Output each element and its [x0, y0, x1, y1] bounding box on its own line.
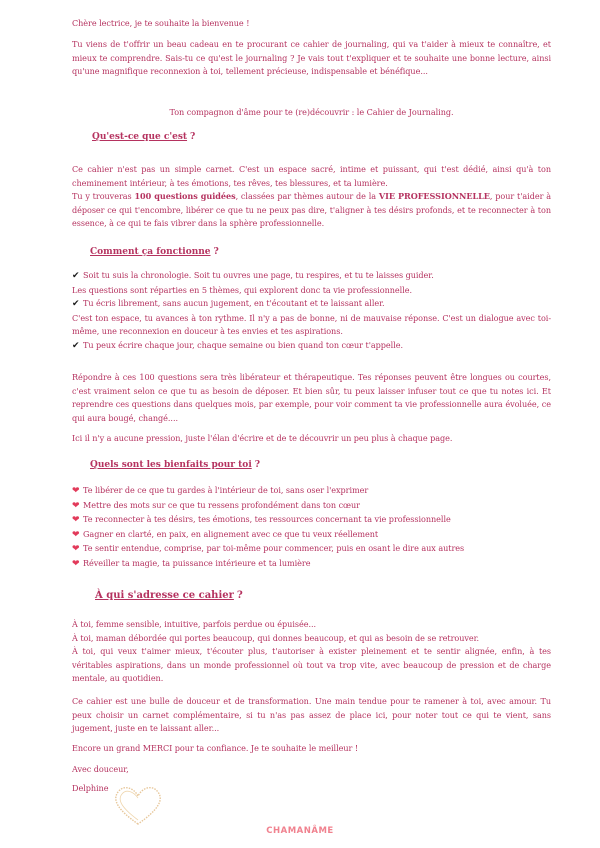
- list-item: [72, 499, 551, 514]
- list-item-text: Te reconnecter à tes désirs, tes émotions, tes ressources concernant ta vie professionnelle: [83, 514, 451, 525]
- heart-icon: ❤: [72, 500, 80, 511]
- heading-question-mark: ?: [254, 460, 261, 470]
- tagline: Ton compagnon d'âme pour te (re)découvrir : le Cahier de Journaling.: [169, 107, 454, 117]
- section4-paragraph: Ce cahier est une bulle de douceur et de transformation. Une main tendue pour te ramener à toi, avec amour. Tu peux choisir un carnet complémentaire, si tu n'as pas assez de place ici, pour noter tout ce qui te vient, sans jugement, juste en te laissant aller...: [72, 696, 551, 734]
- greeting: Chère lectrice, je te souhaite la bienvenue !: [72, 18, 250, 28]
- list-item: [72, 557, 551, 572]
- section2-paragraph: Répondre à ces 100 questions sera très libérateur et thérapeutique. Tes réponses peuvent être longues ou courtes, c'est vraiment selon ce que tu as besoin de déposer. Et bien sûr, tu peux laisser infuser tout ce que tu notes ici. Et reprendre ces questions dans quelques mois, par exemple, pour voir comment ta vie professionnelle aura évoluée, ce qui aura bougé, changé....: [72, 372, 551, 423]
- heart-icon: ❤: [72, 486, 80, 496]
- list-item: [72, 513, 551, 528]
- section-heading-benefits: [90, 459, 260, 471]
- intro-paragraph: Tu viens de t'offrir un beau cadeau en te procurant ce cahier de journaling, qui va t'aider à mieux te connaître, et mieux te comprendre. Sais-tu ce qu'est le journaling ? Je vais tout t'expliquer et te souhaite une bonne lecture, ainsi qu'une magnifique reconnexion à toi, tellement précieuse, indispensable et bénéfique...: [72, 39, 551, 77]
- audience-block: [72, 618, 551, 686]
- heading-text: Qu'est-ce que c'est: [92, 132, 188, 142]
- list-item-text: Te sentir entendue, comprise, par toi-même pour commencer, puis en osant le dire aux autres: [83, 543, 465, 554]
- heart-icon: ❤: [72, 515, 80, 526]
- check-icon: ✔: [72, 340, 80, 351]
- section-heading-what-is-it: [92, 131, 195, 143]
- list-item: [72, 528, 551, 543]
- heading-question-mark: ?: [190, 132, 196, 142]
- heading-text: Comment ça fonctionne: [90, 247, 211, 257]
- benefits-list: [72, 484, 551, 572]
- audience-paragraph: À toi, qui veux t'aimer mieux, t'écouter plus, t'autoriser à exister pleinement et te sentir alignée, enfin, à tes véritables aspirations, dans un monde professionnel où tout va trop vite, avec beaucoup de pression et de charge mentale, au quotidien.: [72, 646, 551, 684]
- thanks-line: Encore un grand MERCI pour ta confiance. Je te souhaite le meilleur !: [72, 743, 359, 753]
- section1-guided-questions: [72, 190, 551, 231]
- section-heading-audience: [95, 590, 243, 602]
- line-text: Tu peux écrire chaque jour, chaque semaine ou bien quand ton cœur t'appelle.: [83, 339, 403, 350]
- check-line: [72, 297, 551, 312]
- list-item: [72, 542, 551, 557]
- check-line: [72, 269, 551, 284]
- heading-question-mark: ?: [213, 247, 219, 257]
- signature-name: Delphine: [72, 783, 109, 793]
- section2-no-pressure: Ici il n'y a aucune pression, juste l'élan d'écrire et de te découvrir un peu plus à chaque page.: [72, 433, 453, 443]
- how-it-works-list: [72, 269, 551, 354]
- heart-icon: ❤: [72, 558, 80, 569]
- plain-line: Les questions sont réparties en 5 thèmes, qui explorent donc ta vie professionnelle.: [72, 284, 412, 295]
- audience-line: À toi, maman débordée qui portes beaucoup, qui donnes beaucoup, et qui as besoin de se retrouver.: [72, 632, 480, 643]
- check-line: [72, 339, 551, 354]
- section1-paragraph: Ce cahier n'est pas un simple carnet. C'est un espace sacré, intime et puissant, qui t'est dédié, ainsi qu'à ton cheminement intérieur, à tes émotions, tes rêves, tes blessures, et ta lumière.: [72, 164, 551, 188]
- list-item-text: Mettre des mots sur ce que tu ressens profondément dans ton cœur: [83, 499, 360, 510]
- list-item: [72, 484, 551, 499]
- audience-line: À toi, femme sensible, intuitive, parfois perdue ou épuisée...: [72, 619, 317, 629]
- text-run: , pour t'aider à déposer ce qui t'encombre, libérer ce que tu ne peux pas dire, t'aligner à tes désirs profonds, et te reconnecter à ton essence, à ce qui te fais vibrer dans la sphère professionnelle.: [72, 191, 551, 229]
- line-text: Tu écris librement, sans aucun jugement, en t'écoutant et te laissant aller.: [83, 298, 385, 309]
- check-icon: ✔: [72, 299, 80, 310]
- list-item-text: Gagner en clarté, en paix, en alignement avec ce que tu veux réellement: [83, 528, 379, 539]
- heading-question-mark: ?: [236, 590, 243, 601]
- list-item-text: Te libérer de ce que tu gardes à l'intérieur de toi, sans oser l'exprimer: [83, 485, 369, 495]
- heart-doodle-icon: [108, 780, 168, 830]
- bold-text: 100 questions guidées: [134, 191, 236, 201]
- heading-text: À qui s'adresse ce cahier: [95, 590, 234, 601]
- line-text: Soit tu suis la chronologie. Soit tu ouvres une page, tu respires, et tu te laisses guider.: [83, 270, 434, 280]
- plain-paragraph: C'est ton espace, tu avances à ton rythme. Il n'y a pas de bonne, ni de mauvaise réponse. C'est un dialogue avec toi-même, une reconnexion en douceur à tes envies et tes aspirations.: [72, 312, 551, 337]
- list-item-text: Réveiller ta magie, ta puissance intérieure et ta lumière: [83, 557, 311, 568]
- closing: Avec douceur,: [72, 764, 129, 774]
- brand-logo: CHAMANÂME: [266, 826, 334, 836]
- heart-icon: ❤: [72, 529, 80, 540]
- section-heading-how-it-works: [90, 246, 219, 258]
- heart-icon: ❤: [72, 544, 80, 555]
- heading-text: Quels sont les bienfaits pour toi: [90, 460, 252, 470]
- text-run: , classées par thèmes autour de la: [235, 191, 379, 201]
- check-icon: ✔: [72, 271, 80, 281]
- bold-text: VIE PROFESSIONNELLE: [378, 191, 490, 201]
- text-run: Tu y trouveras: [72, 191, 135, 201]
